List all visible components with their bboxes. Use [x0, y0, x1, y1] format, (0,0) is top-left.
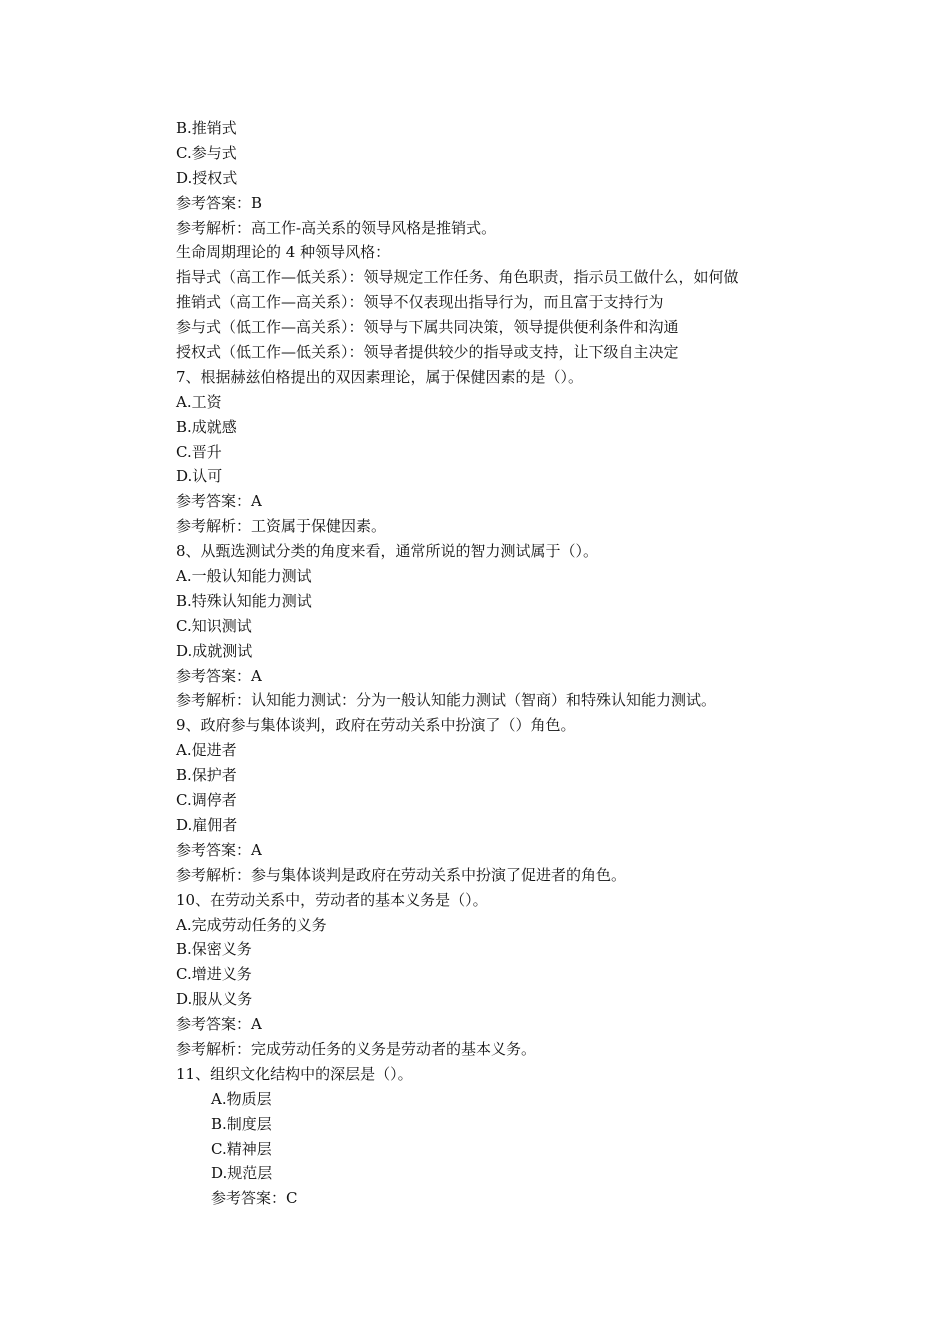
- text-line: D.雇佣者: [176, 815, 238, 834]
- text-line: D.服从义务: [176, 990, 253, 1009]
- text-line: C.知识测试: [176, 616, 252, 635]
- text-line: C.调停者: [176, 791, 237, 810]
- text-line: D.规范层: [211, 1164, 273, 1183]
- text-line: 参考答案：A: [176, 1015, 262, 1034]
- text-line: C.晋升: [176, 442, 222, 461]
- text-line: 8、从甄选测试分类的角度来看，通常所说的智力测试属于（）。: [176, 542, 599, 561]
- text-line: 授权式（低工作—低关系）：领导者提供较少的指导或支持，让下级自主决定: [176, 343, 679, 362]
- text-line: B.推销式: [176, 119, 237, 137]
- text-line: 参考解析：高工作-高关系的领导风格是推销式。: [176, 218, 497, 237]
- text-line: 参考答案：A: [176, 840, 262, 859]
- text-line: 参考答案：A: [176, 492, 262, 511]
- text-line: 参考答案：B: [176, 193, 263, 212]
- text-line: C.增进义务: [176, 965, 252, 984]
- text-line: C.精神层: [211, 1139, 272, 1158]
- text-line: B.保密义务: [176, 940, 252, 959]
- text-line: B.保护者: [176, 766, 237, 785]
- text-line: 参考解析：参与集体谈判是政府在劳动关系中扮演了促进者的角色。: [176, 865, 627, 884]
- document-body: [176, 116, 876, 1211]
- text-line: B.特殊认知能力测试: [176, 591, 312, 610]
- text-line: A.一般认知能力测试: [176, 567, 312, 586]
- text-line: 参考解析：完成劳动任务的义务是劳动者的基本义务。: [176, 1039, 537, 1058]
- text-line: A.促进者: [176, 741, 237, 760]
- text-line: A.物质层: [211, 1089, 272, 1108]
- text-line: 11、组织文化结构中的深层是（）。: [176, 1064, 413, 1083]
- text-line: 生命周期理论的 4 种领导风格：: [176, 243, 391, 262]
- text-line: A.完成劳动任务的义务: [176, 915, 327, 934]
- text-line: C.参与式: [176, 143, 237, 162]
- text-line: 7、根据赫兹伯格提出的双因素理论，属于保健因素的是（）。: [176, 367, 584, 386]
- text-line: D.授权式: [176, 168, 238, 187]
- text-line: 指导式（高工作—低关系）：领导规定工作任务、角色职责，指示员工做什么，如何做: [176, 268, 739, 287]
- text-line: 参考答案：A: [176, 666, 262, 685]
- text-line: B.成就感: [176, 417, 237, 436]
- text-line: 参考解析：认知能力测试：分为一般认知能力测试（智商）和特殊认知能力测试。: [176, 691, 717, 710]
- text-line: 10、在劳动关系中，劳动者的基本义务是（）。: [176, 890, 488, 909]
- text-line: D.成就测试: [176, 641, 253, 660]
- text-line: A.工资: [176, 392, 222, 411]
- text-line: 参考答案：C: [211, 1189, 298, 1208]
- text-line: B.制度层: [211, 1114, 272, 1133]
- text-line: 参考解析：工资属于保健因素。: [176, 517, 387, 536]
- text-line: 推销式（高工作—高关系）：领导不仅表现出指导行为，而且富于支持行为: [176, 293, 664, 312]
- text-line: 9、政府参与集体谈判，政府在劳动关系中扮演了（）角色。: [176, 716, 576, 735]
- text-line: D.认可: [176, 467, 223, 486]
- text-line: 参与式（低工作—高关系）：领导与下属共同决策，领导提供便利条件和沟通: [176, 318, 679, 337]
